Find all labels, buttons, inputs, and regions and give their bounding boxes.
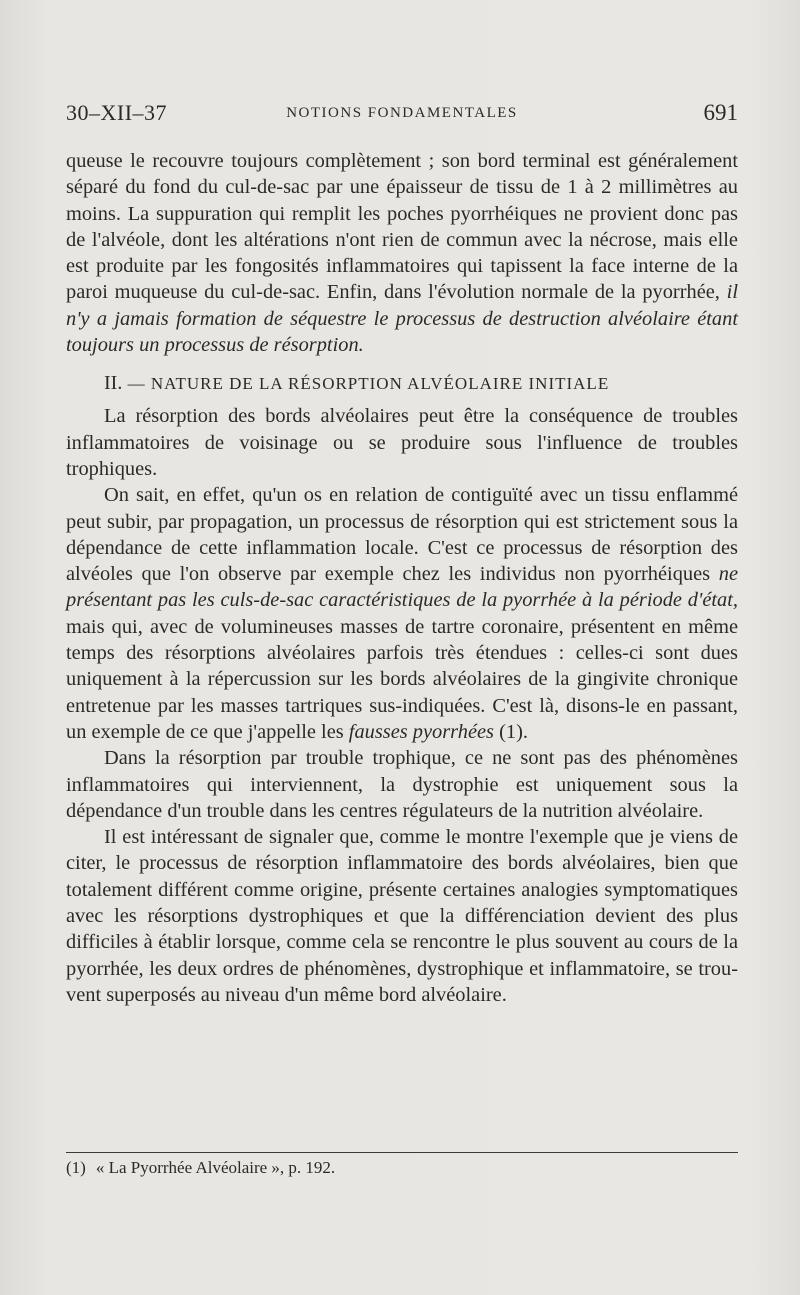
header-date: 30–XII–37 <box>66 100 168 125</box>
paragraph-continued <box>66 148 738 358</box>
paragraph-3-text-c: (1). <box>493 720 528 743</box>
paragraph-3-italic-b: fausses pyorrhées <box>348 720 494 743</box>
paragraph-5: Il est intéressant de signaler que, comme le montre l'exemple que je viens de citer, le processus de résorption inflammatoire des bords alvéolaires, bien que totalement différent comme origine, présente certaines analogies symptomatiques avec les résorptions dystrophiques et que la différenciation devient des plus difficiles à établir lorsque, comme cela se rencontre le plus souvent au cours de la pyorrhée, les deux ordres de phénomènes, dystrophique et inflammatoire, se trouvent superposés au niveau d'un même bord alvéolaire. <box>66 826 738 1006</box>
footnote-marker: (1) <box>66 1158 86 1177</box>
footnote <box>66 1156 738 1180</box>
paragraph-2: La résorption des bords alvéolaires peut être la conséquence de troubles inflammatoires de voisinage ou se produire sous l'influence de troubles trophiques. <box>66 405 738 480</box>
page-body <box>66 148 738 1008</box>
paragraph-3-text-a: On sait, en effet, qu'un os en relation de contiguïté avec un tissu enflammé peut subir, par propagation, un processus de résorption qui est strictement sous la dépendance de cette inflammation locale. C'est ce processus de résorption des alvéoles que l'on observe par exemple chez les individus non pyorrhéiques <box>66 484 738 586</box>
paragraph-4: Dans la résorption par trouble trophique, ce ne sont pas des phénomènes inflammatoires qui interviennent, la dystrophie est uniquement sous la dépendance d'un trouble dans les centres régulateurs de la nutrition alvéolaire. <box>66 747 738 822</box>
paragraph-3-text-b: mais qui, avec de volumineuses masses de tartre coronaire, présentent en même temps des résorptions alvéolaires parfois très étendues : celles-ci sont dues uniquement à la répercussion sur les bords alvéolaires de la gingivite chronique entretenue par les masses tartriques sus-indiquées. C'est là, disons-le en passant, un exemple de ce que j'appelle les <box>66 615 738 743</box>
footnote-text: « La Pyorrhée Alvéolaire », p. 192. <box>95 1158 336 1177</box>
paragraph-3-italic-a: ne présentant pas les culs-de-sac caractéristiques de la pyorrhée à la période d'état, <box>66 563 738 612</box>
section-dash: — <box>122 374 151 394</box>
paragraph-3 <box>66 482 738 745</box>
running-header <box>66 96 738 130</box>
paragraph-1-italic: il n'y a jamais formation de séquestre le processus de destruction alvéolaire étant toujours un processus de résorption. <box>66 281 738 357</box>
paragraph-1-text: queuse le recouvre toujours complètement ; son bord terminal est généralement séparé du fond du cul-de-sac par une épaisseur de tissu de 1 à 2 millimètres au moins. La suppuration qui remplit les poches pyorrhéiques ne provient donc pas de l'alvéole, dont les altérations n'ont rien de commun avec la nécrose, mais elle est produite par les fongosités inflammatoires qui tapissent la face interne de la paroi muqueuse du cul-de-sac. Enfin, dans l'évolution normale de la pyorrhée, <box>66 150 738 304</box>
section-title: NATURE DE LA RÉSORPTION ALVÉOLAIRE INITIALE <box>150 374 610 394</box>
footnote-divider <box>66 1152 738 1153</box>
page-number: 691 <box>703 100 738 125</box>
header-title: NOTIONS FONDAMENTALES <box>286 105 518 121</box>
section-heading <box>66 370 738 397</box>
section-number: II. <box>104 372 123 395</box>
